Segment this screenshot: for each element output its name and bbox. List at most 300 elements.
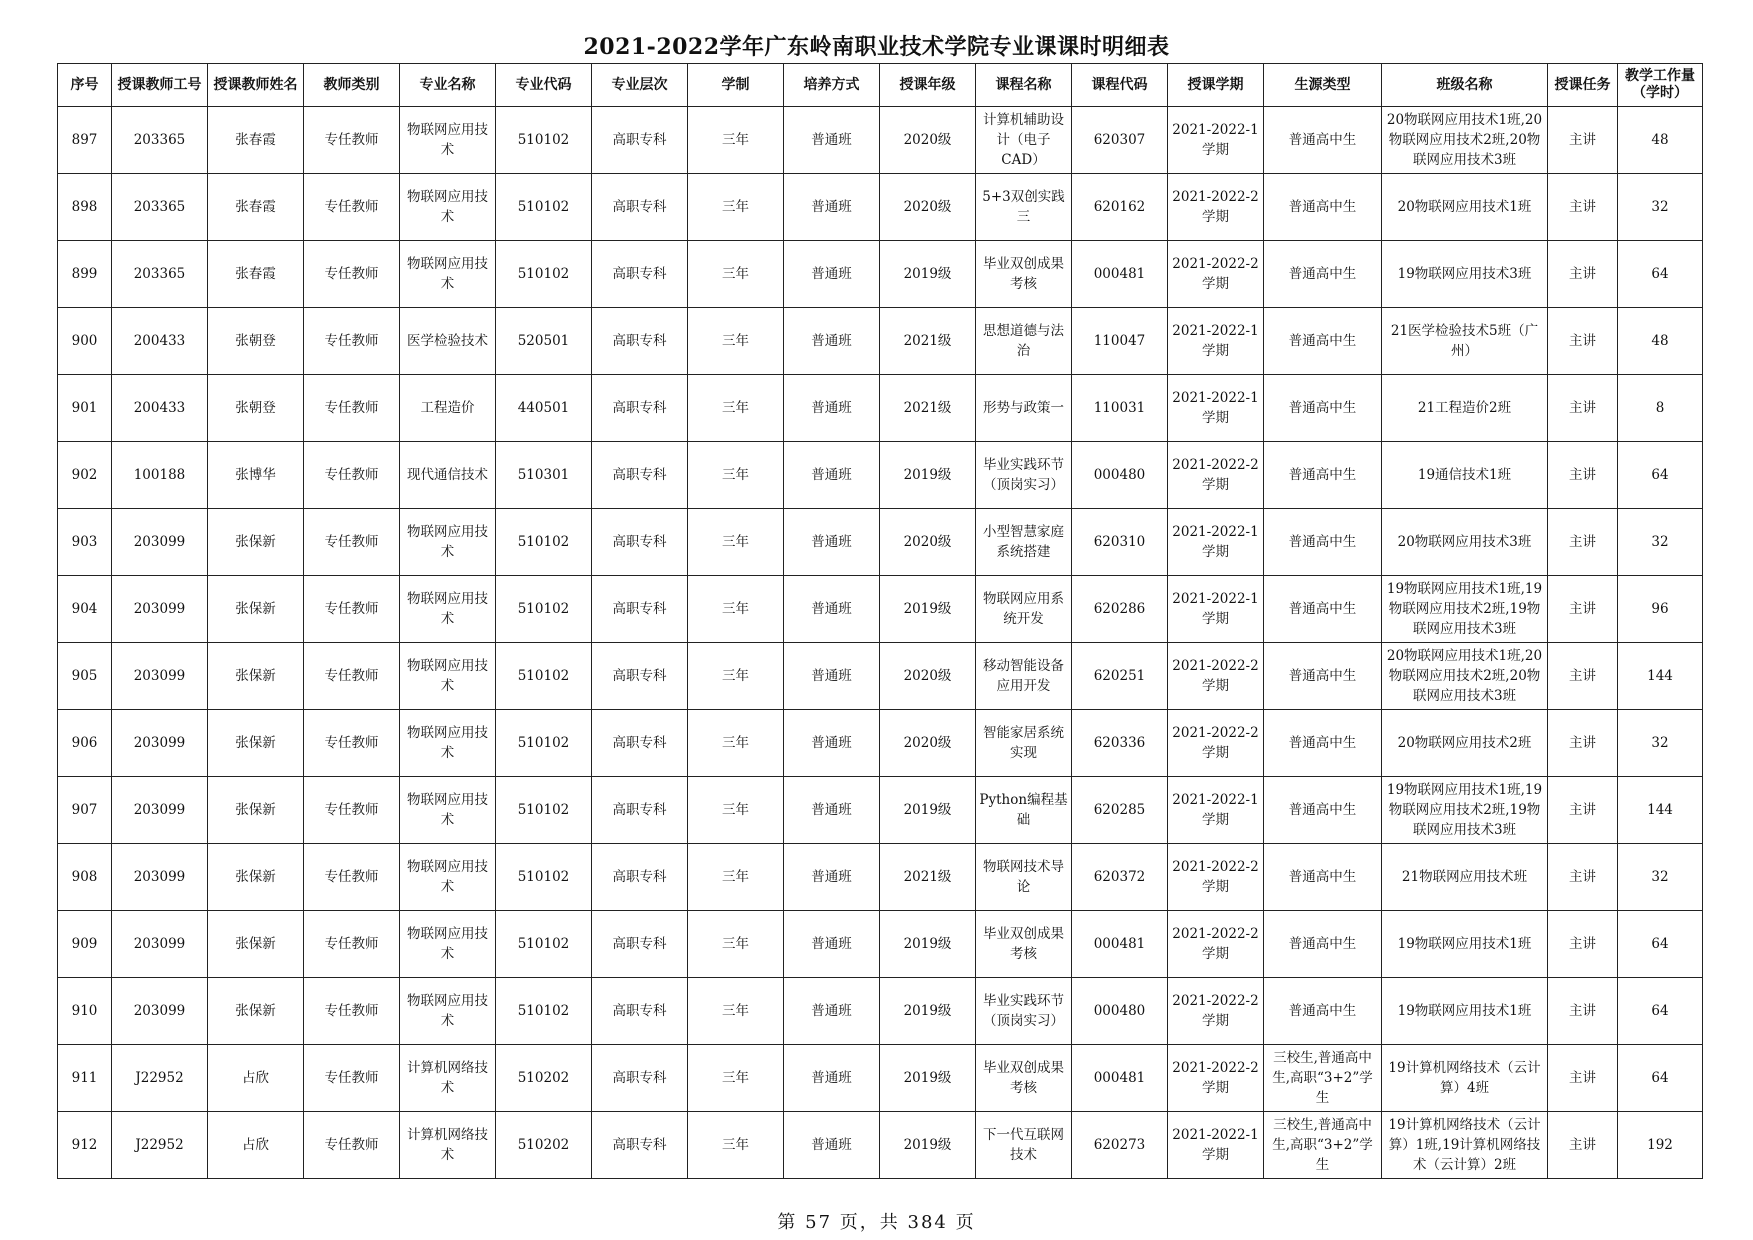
table-cell [304,442,400,509]
table-cell [688,1112,784,1179]
table-cell [1072,375,1168,442]
cell-text: 32 [1651,534,1669,550]
table-cell [112,174,208,241]
cell-text: 三校生,普通高中生,高职“3+2”学生 [1272,1050,1373,1106]
table-cell [592,442,688,509]
table-cell [1168,777,1264,844]
table-cell [112,1112,208,1179]
table-cell [1072,241,1168,308]
cell-text: 110047 [1093,333,1146,349]
table-row [58,375,1703,442]
cell-text: 19计算机网络技术（云计算）1班,19计算机网络技术（云计算）2班 [1388,1117,1541,1173]
cell-text: 三年 [722,400,749,416]
cell-text: 三校生,普通高中生,高职“3+2”学生 [1272,1117,1373,1173]
cell-text: 2021-2022-2学期 [1172,859,1259,895]
table-cell [304,241,400,308]
table-cell [1168,107,1264,174]
cell-text: 三年 [722,467,749,483]
table-cell [496,107,592,174]
table-cell [976,442,1072,509]
cell-text: 专任教师 [324,869,379,885]
table-cell [1618,576,1703,643]
table-cell [1618,911,1703,978]
cell-text: 000481 [1093,266,1146,282]
table-cell [976,375,1072,442]
table-cell [208,174,304,241]
cell-text: 19物联网应用技术3班 [1397,266,1532,282]
table-cell [1382,174,1548,241]
table-cell [1264,710,1382,777]
table-cell [112,241,208,308]
table-cell [1548,1112,1618,1179]
cell-text: 张春霞 [235,132,276,148]
table-cell [58,509,112,576]
table-cell [688,308,784,375]
table-cell [304,978,400,1045]
cell-text: 2021-2022-1学期 [1172,591,1259,627]
cell-text: 普通班 [811,735,852,751]
cell-text: 普通高中生 [1288,735,1357,751]
table-cell [112,911,208,978]
cell-text: 形势与政策一 [983,400,1064,416]
table-row [58,710,1703,777]
table-cell [304,777,400,844]
cell-text: 主讲 [1569,869,1596,885]
table-cell [1264,643,1382,710]
table-cell [304,509,400,576]
table-cell [58,643,112,710]
table-cell [784,375,880,442]
table-cell [496,1112,592,1179]
cell-text: 110031 [1093,400,1146,416]
cell-text: 144 [1647,668,1673,684]
table-cell [400,241,496,308]
cell-text: 64 [1651,936,1669,952]
cell-text: 620372 [1093,869,1146,885]
cell-text: 高职专科 [612,735,667,751]
table-cell [592,643,688,710]
table-cell [880,241,976,308]
table-cell [496,308,592,375]
table-cell [400,375,496,442]
cell-text: 5+3双创实践三 [982,189,1065,225]
cell-text: 张博华 [235,467,276,483]
table-cell [1382,710,1548,777]
cell-text: 203099 [133,601,186,617]
table-cell [976,643,1072,710]
column-header: 专业代码 [496,64,592,107]
table-cell [1072,1112,1168,1179]
cell-text: 64 [1651,1003,1669,1019]
cell-text: 普通班 [811,400,852,416]
cell-text: 主讲 [1569,936,1596,952]
cell-text: 专任教师 [324,266,379,282]
table-cell [784,107,880,174]
cell-text: 2019级 [903,936,952,952]
table-cell [1264,509,1382,576]
table-cell [688,442,784,509]
cell-text: 普通班 [811,467,852,483]
table-cell [1618,777,1703,844]
table-cell [58,241,112,308]
page-number: 第 57 页，共 384 页 [777,1212,976,1233]
cell-text: 主讲 [1569,1070,1596,1086]
cell-text: 普通班 [811,936,852,952]
cell-text: 2020级 [903,668,952,684]
table-cell [304,844,400,911]
cell-text: 909 [71,936,98,952]
table-cell [1548,1045,1618,1112]
cell-text: 2021-2022-2学期 [1172,725,1259,761]
cell-text: 普通班 [811,1137,852,1153]
cell-text: 19物联网应用技术1班,19物联网应用技术2班,19物联网应用技术3班 [1386,782,1543,838]
cell-text: 专任教师 [324,936,379,952]
cell-text: 200433 [133,400,186,416]
cell-text: 912 [71,1137,98,1153]
table-cell [58,1045,112,1112]
table-cell [1168,844,1264,911]
table-cell [58,308,112,375]
cell-text: 903 [71,534,98,550]
cell-text: 医学检验技术 [407,333,488,349]
cell-text: 510102 [517,132,570,148]
table-row [58,643,1703,710]
table-cell [688,911,784,978]
cell-text: 21工程造价2班 [1417,400,1512,416]
table-cell [1548,375,1618,442]
cell-text: 三年 [722,936,749,952]
cell-text: 专任教师 [324,802,379,818]
cell-text: 张保新 [235,1003,276,1019]
cell-text: 2019级 [903,1137,952,1153]
cell-text: 48 [1651,132,1669,148]
cell-text: 901 [71,400,98,416]
cell-text: 三年 [722,1070,749,1086]
cell-text: 张保新 [235,601,276,617]
cell-text: 2021-2022-1学期 [1172,122,1259,158]
cell-text: 620162 [1093,199,1146,215]
cell-text: 物联网应用技术 [407,859,488,895]
cell-text: 普通高中生 [1288,266,1357,282]
table-cell [976,174,1072,241]
cell-text: 高职专科 [612,869,667,885]
table-cell [58,174,112,241]
table-cell [1382,308,1548,375]
cell-text: 高职专科 [612,1137,667,1153]
cell-text: 物联网应用技术 [407,122,488,158]
column-header: 序号 [58,64,112,107]
table-cell [1618,107,1703,174]
cell-text: 000481 [1093,1070,1146,1086]
table-cell [112,710,208,777]
cell-text: 2020级 [903,132,952,148]
cell-text: 张保新 [235,869,276,885]
table-cell [1264,576,1382,643]
column-header: 授课年级 [880,64,976,107]
table-cell [1264,911,1382,978]
table-row [58,509,1703,576]
table-cell [496,643,592,710]
table-cell [976,844,1072,911]
table-cell [400,107,496,174]
cell-text: 2020级 [903,735,952,751]
cell-text: 普通班 [811,802,852,818]
table-cell [880,911,976,978]
table-cell [1072,777,1168,844]
cell-text: 专任教师 [324,1070,379,1086]
table-cell [1548,442,1618,509]
cell-text: 905 [71,668,98,684]
table-cell [976,576,1072,643]
table-row [58,576,1703,643]
cell-text: 专任教师 [324,333,379,349]
table-cell [208,308,304,375]
cell-text: 小型智慧家庭系统搭建 [983,524,1064,560]
table-cell [400,576,496,643]
cell-text: 620307 [1093,132,1146,148]
table-cell [400,509,496,576]
table-cell [1548,710,1618,777]
cell-text: J22952 [135,1070,184,1086]
cell-text: 19物联网应用技术1班 [1397,1003,1532,1019]
course-hours-table [57,63,1703,1179]
cell-text: 专任教师 [324,199,379,215]
table-cell [304,1112,400,1179]
cell-text: 普通高中生 [1288,199,1357,215]
cell-text: 占欣 [242,1137,269,1153]
table-cell [688,576,784,643]
table-cell [880,1045,976,1112]
table-cell [880,442,976,509]
cell-text: 2019级 [903,601,952,617]
table-cell [592,174,688,241]
table-cell [1548,576,1618,643]
table-cell [784,174,880,241]
table-cell [688,844,784,911]
cell-text: 100188 [133,467,186,483]
cell-text: 三年 [722,1003,749,1019]
cell-text: 三年 [722,132,749,148]
table-cell [688,107,784,174]
table-cell [880,643,976,710]
table-cell [1168,174,1264,241]
cell-text: 三年 [722,266,749,282]
cell-text: 898 [71,199,98,215]
cell-text: 2021级 [903,869,952,885]
table-cell [880,844,976,911]
table-cell [208,844,304,911]
cell-text: 三年 [722,802,749,818]
column-header: 培养方式 [784,64,880,107]
cell-text: 毕业双创成果考核 [983,926,1064,962]
table-cell [976,308,1072,375]
cell-text: 主讲 [1569,400,1596,416]
table-cell [688,1045,784,1112]
cell-text: 高职专科 [612,601,667,617]
table-cell [1382,576,1548,643]
table-cell [58,844,112,911]
cell-text: 2021-2022-2学期 [1172,256,1259,292]
table-row [58,442,1703,509]
table-cell [688,643,784,710]
table-cell [1618,442,1703,509]
table-cell [976,509,1072,576]
cell-text: 高职专科 [612,333,667,349]
table-row [58,978,1703,1045]
cell-text: 三年 [722,199,749,215]
cell-text: 203365 [133,199,186,215]
cell-text: 计算机辅助设计（电子CAD） [983,112,1064,168]
cell-text: 192 [1647,1137,1673,1153]
table-cell [592,1112,688,1179]
column-header: 授课学期 [1168,64,1264,107]
table-cell [1548,911,1618,978]
table-cell [1168,911,1264,978]
cell-text: 000480 [1093,1003,1146,1019]
table-cell [976,1045,1072,1112]
table-cell [208,375,304,442]
table-cell [784,1045,880,1112]
table-cell [1072,643,1168,710]
table-cell [1382,911,1548,978]
table-cell [1264,241,1382,308]
cell-text: 203099 [133,1003,186,1019]
column-header: 授课任务 [1548,64,1618,107]
cell-text: 三年 [722,333,749,349]
table-cell [592,308,688,375]
cell-text: 910 [71,1003,98,1019]
table-cell [1072,710,1168,777]
table-cell [784,978,880,1045]
table-cell [880,375,976,442]
cell-text: 毕业实践环节（顶岗实习） [983,457,1064,493]
cell-text: 三年 [722,1137,749,1153]
table-cell [304,375,400,442]
table-cell [880,174,976,241]
table-cell [1168,576,1264,643]
table-cell [58,710,112,777]
table-cell [400,643,496,710]
cell-text: 2020级 [903,534,952,550]
cell-text: 高职专科 [612,668,667,684]
cell-text: 张保新 [235,668,276,684]
table-row [58,1045,1703,1112]
cell-text: 高职专科 [612,936,667,952]
table-cell [880,107,976,174]
cell-text: 高职专科 [612,1070,667,1086]
cell-text: 物联网应用技术 [407,926,488,962]
table-cell [880,777,976,844]
column-header: 班级名称 [1382,64,1548,107]
cell-text: 高职专科 [612,400,667,416]
cell-text: 911 [71,1070,98,1086]
table-cell [112,442,208,509]
cell-text: 620285 [1093,802,1146,818]
table-cell [1264,442,1382,509]
table-cell [1618,1112,1703,1179]
table-cell [1264,978,1382,1045]
table-cell [1618,710,1703,777]
cell-text: 主讲 [1569,668,1596,684]
table-cell [496,1045,592,1112]
cell-text: 专任教师 [324,1137,379,1153]
cell-text: 专任教师 [324,132,379,148]
table-cell [208,643,304,710]
cell-text: 32 [1651,199,1669,215]
table-cell [880,978,976,1045]
table-cell [1072,1045,1168,1112]
table-cell [1382,1045,1548,1112]
cell-text: 907 [71,802,98,818]
table-cell [208,978,304,1045]
table-cell [1264,174,1382,241]
table-cell [112,1045,208,1112]
cell-text: 高职专科 [612,467,667,483]
table-cell [1072,107,1168,174]
table-cell [496,442,592,509]
cell-text: 203099 [133,869,186,885]
table-cell [304,643,400,710]
cell-text: 张保新 [235,534,276,550]
cell-text: 510102 [517,869,570,885]
cell-text: 200433 [133,333,186,349]
cell-text: 19通信技术1班 [1417,467,1512,483]
cell-text: 主讲 [1569,1003,1596,1019]
table-cell [1382,442,1548,509]
table-cell [1168,308,1264,375]
table-cell [1382,844,1548,911]
cell-text: 520501 [517,333,570,349]
table-cell [1382,777,1548,844]
table-cell [1168,978,1264,1045]
table-cell [592,911,688,978]
cell-text: 普通高中生 [1288,400,1357,416]
cell-text: 三年 [722,601,749,617]
table-cell [496,576,592,643]
cell-text: 510202 [517,1137,570,1153]
cell-text: 物联网应用技术 [407,993,488,1029]
column-header: 课程名称 [976,64,1072,107]
table-cell [784,576,880,643]
table-cell [688,978,784,1045]
table-cell [112,375,208,442]
cell-text: 203099 [133,802,186,818]
table-cell [58,978,112,1045]
cell-text: 899 [71,266,98,282]
cell-text: 2019级 [903,467,952,483]
cell-text: 张春霞 [235,266,276,282]
cell-text: 张保新 [235,936,276,952]
table-cell [400,308,496,375]
cell-text: 510102 [517,534,570,550]
cell-text: 普通班 [811,601,852,617]
cell-text: 2021-2022-2学期 [1172,658,1259,694]
table-cell [496,174,592,241]
cell-text: 510301 [517,467,570,483]
cell-text: 普通班 [811,668,852,684]
cell-text: 普通班 [811,266,852,282]
table-cell [1264,107,1382,174]
table-row [58,241,1703,308]
cell-text: 高职专科 [612,132,667,148]
table-cell [112,107,208,174]
cell-text: 510202 [517,1070,570,1086]
cell-text: 工程造价 [420,400,475,416]
cell-text: 思想道德与法治 [983,323,1064,359]
cell-text: 64 [1651,467,1669,483]
table-cell [208,509,304,576]
table-cell [880,308,976,375]
